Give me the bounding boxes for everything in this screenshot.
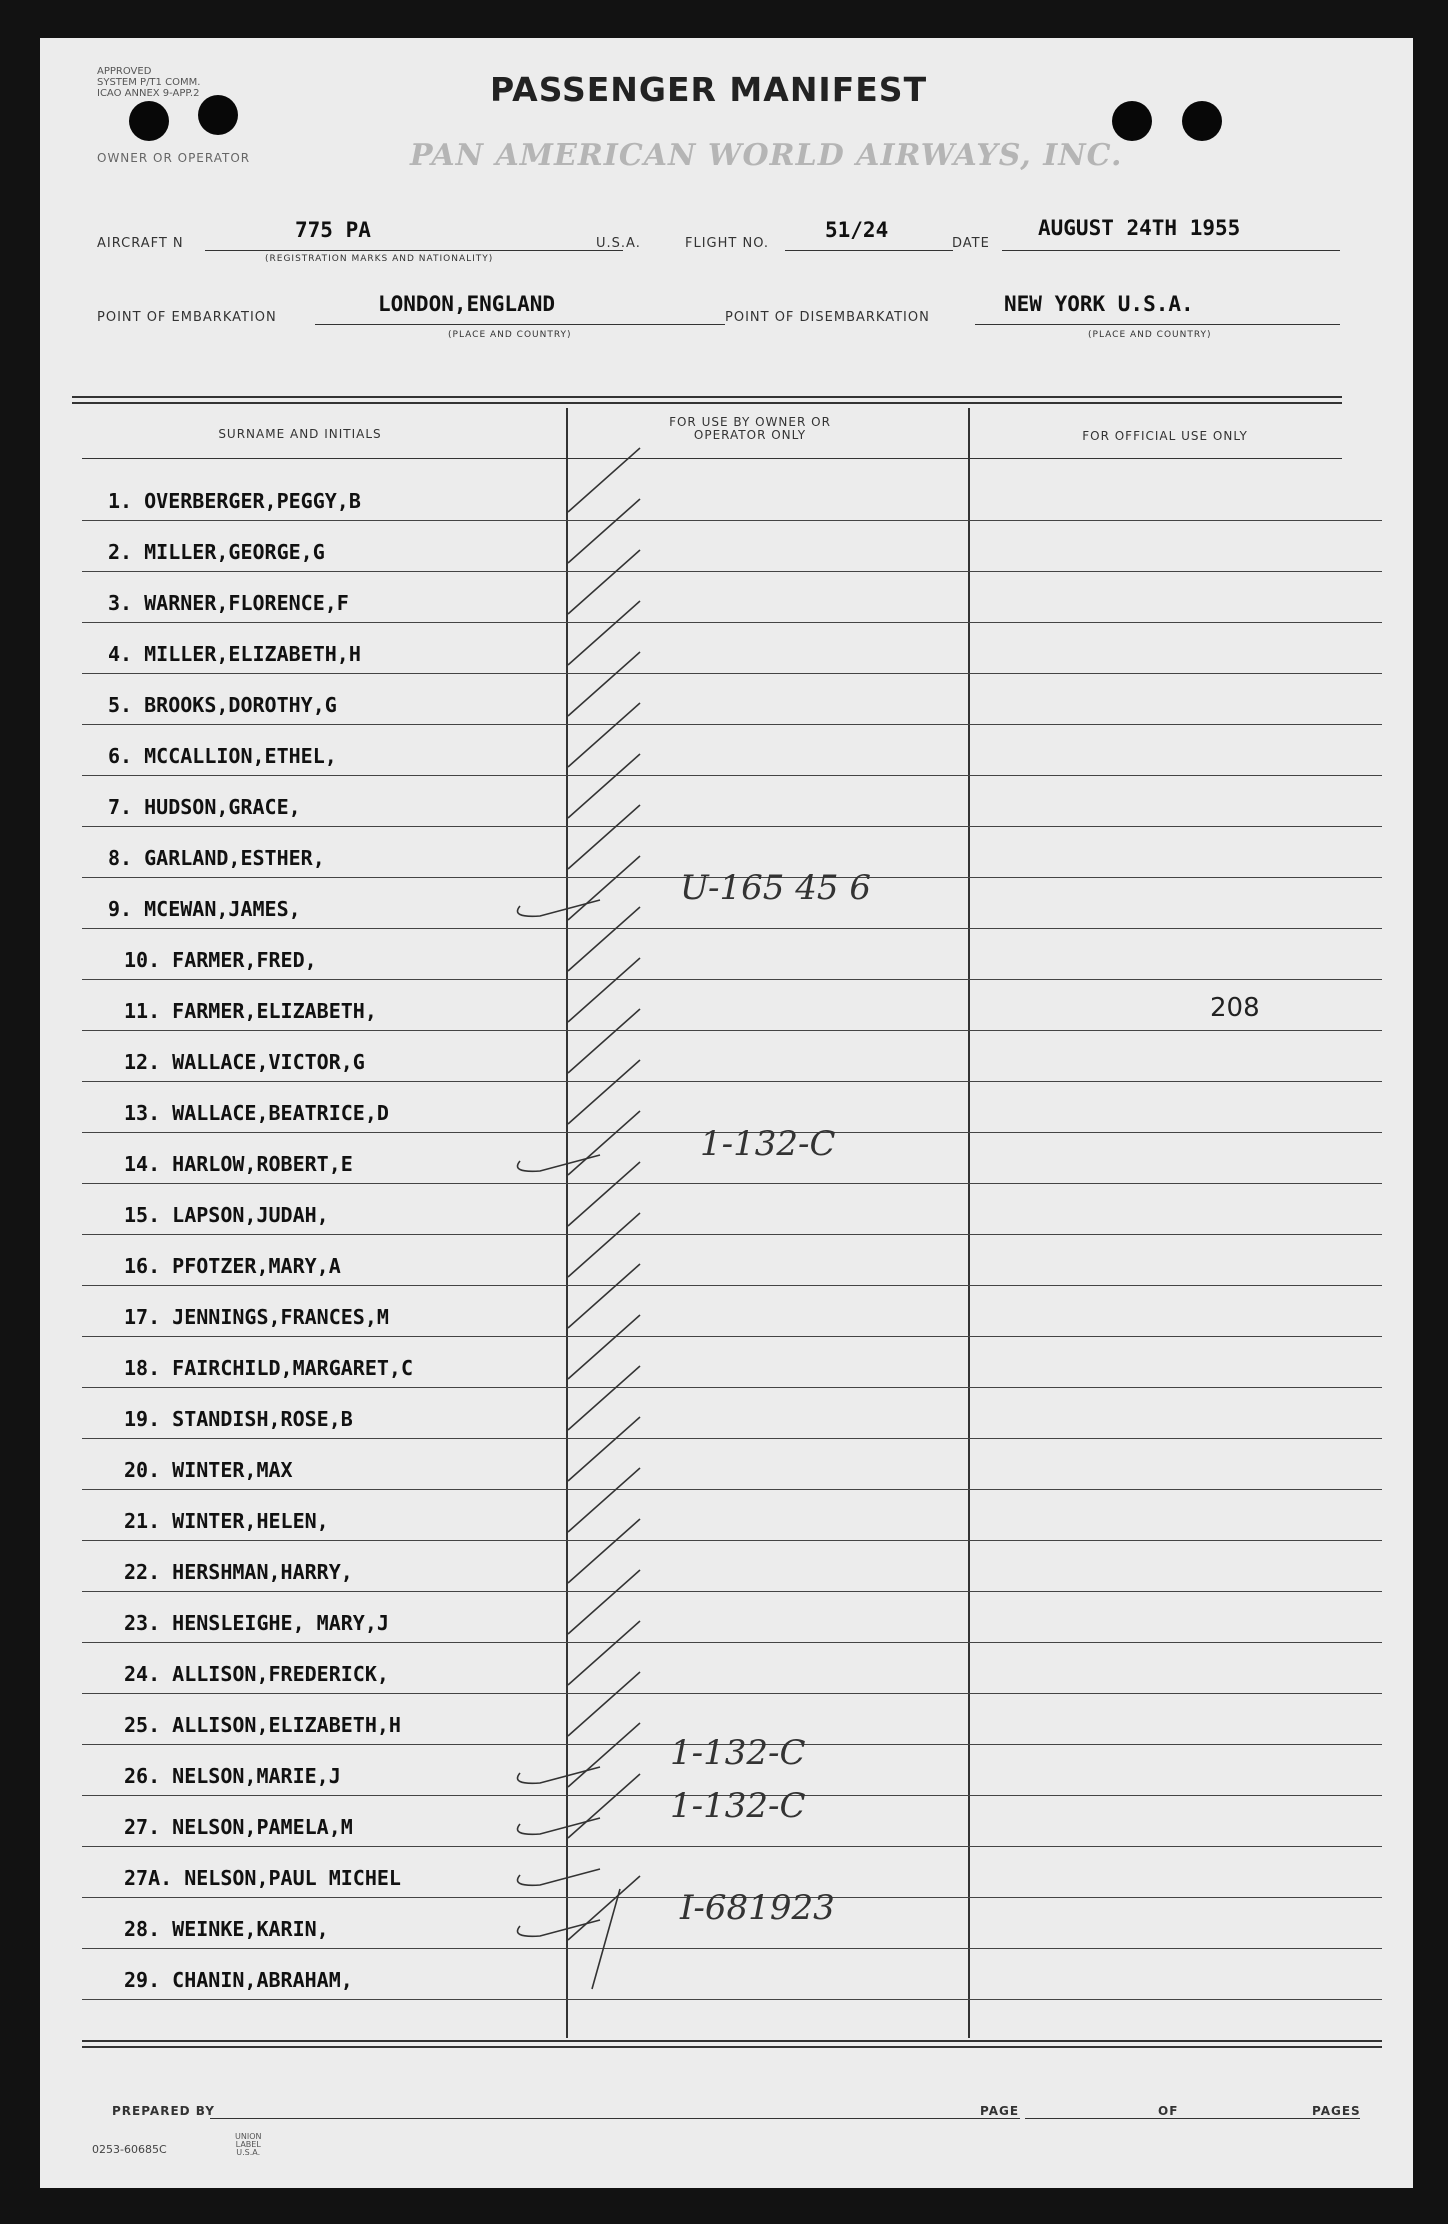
column-header-owner-use: FOR USE BY OWNER OR OPERATOR ONLY [669,415,831,442]
table-bottom-rule-2 [82,2046,1382,2048]
passenger-name: 16. PFOTZER,MARY,A [124,1254,341,1278]
check-stroke [568,856,640,920]
passenger-name: 17. JENNINGS,FRANCES,M [124,1305,389,1329]
check-stroke [568,1876,640,1940]
passenger-name: 28. WEINKE,KARIN, [124,1917,329,1941]
flight-date: AUGUST 24TH 1955 [1038,216,1241,240]
disembarkation-caption: (PLACE AND COUNTRY) [1088,330,1212,340]
passenger-name: 23. HENSLEIGHE, MARY,J [124,1611,389,1635]
of-underline [1180,2118,1360,2119]
owner-label: OWNER OR OPERATOR [97,151,251,165]
check-stroke [568,1366,640,1430]
official-number: 208 [1210,993,1260,1023]
check-stroke [568,1213,640,1277]
passenger-name: 2. MILLER,GEORGE,G [108,540,325,564]
flight-no-label: FLIGHT NO. [685,236,770,251]
table-bottom-rule-1 [82,2040,1382,2042]
embarkation-place: LONDON,ENGLAND [378,292,556,316]
passenger-name: 27. NELSON,PAMELA,M [124,1815,353,1839]
pages-label: PAGES [1312,2104,1361,2118]
passenger-name: 24. ALLISON,FREDERICK, [124,1662,389,1686]
check-stroke [568,1417,640,1481]
passenger-name: 7. HUDSON,GRACE, [108,795,301,819]
passenger-name: 13. WALLACE,BEATRICE,D [124,1101,389,1125]
check-stroke [568,1009,640,1073]
hook-stroke [518,1869,601,1885]
registration-caption: (REGISTRATION MARKS AND NATIONALITY) [265,254,494,264]
check-stroke [568,1060,640,1124]
passenger-name: 18. FAIRCHILD,MARGARET,C [124,1356,413,1380]
passenger-name: 29. CHANIN,ABRAHAM, [124,1968,353,1992]
prepared-by-label: PREPARED BY [112,2104,215,2118]
passenger-name: 8. GARLAND,ESTHER, [108,846,325,870]
page-underline [1025,2118,1195,2119]
passenger-name: 27A. NELSON,PAUL MICHEL [124,1866,401,1890]
check-stroke [568,1264,640,1328]
aircraft-label: AIRCRAFT N [97,236,184,251]
manifest-sheet [40,38,1413,2188]
embarkation-caption: (PLACE AND COUNTRY) [448,330,572,340]
of-label: OF [1158,2104,1179,2118]
aircraft-number: 775 PA [295,218,371,242]
check-stroke [568,1774,640,1838]
embarkation-label: POINT OF EMBARKATION [97,310,277,325]
page-title: PASSENGER MANIFEST [490,70,928,109]
approval-stamp: APPROVED SYSTEM P/T1 COMM. ICAO ANNEX 9-APP.2 [97,66,201,99]
passenger-name: 22. HERSHMAN,HARRY, [124,1560,353,1584]
column-header-official-use: FOR OFFICIAL USE ONLY [1082,429,1248,443]
check-stroke [568,1519,640,1583]
check-stroke [568,1621,640,1685]
form-number: 0253-60685C [92,2143,167,2156]
flight-number: 51/24 [825,218,889,242]
check-stroke [568,1468,640,1532]
handwritten-note-row26: 1-132-C [670,1733,806,1773]
check-stroke [568,550,640,614]
check-stroke [568,907,640,971]
passenger-name: 1. OVERBERGER,PEGGY,B [108,489,361,513]
check-stroke [568,805,640,869]
check-stroke [568,1111,640,1175]
disembarkation-place: NEW YORK U.S.A. [1004,292,1194,316]
passenger-name: 6. MCCALLION,ETHEL, [108,744,337,768]
passenger-name: 4. MILLER,ELIZABETH,H [108,642,361,666]
passenger-name: 10. FARMER,FRED, [124,948,317,972]
disembarkation-label: POINT OF DISEMBARKATION [725,310,930,325]
check-stroke [568,652,640,716]
passenger-name: 5. BROOKS,DOROTHY,G [108,693,337,717]
passenger-name: 25. ALLISON,ELIZABETH,H [124,1713,401,1737]
check-stroke [592,1889,620,1989]
check-stroke [568,499,640,563]
passenger-name: 11. FARMER,ELIZABETH, [124,999,377,1023]
passenger-name: 14. HARLOW,ROBERT,E [124,1152,353,1176]
page-label: PAGE [980,2104,1020,2118]
check-stroke [568,754,640,818]
passenger-name: 9. MCEWAN,JAMES, [108,897,301,921]
passenger-name: 21. WINTER,HELEN, [124,1509,329,1533]
check-stroke [568,703,640,767]
check-stroke [568,1570,640,1634]
check-stroke [568,601,640,665]
passenger-name: 3. WARNER,FLORENCE,F [108,591,349,615]
handwritten-note-row9: U-165 45 6 [680,868,871,908]
check-marks [40,38,1413,2188]
date-label: DATE [952,236,990,251]
airline-name: PAN AMERICAN WORLD AIRWAYS, INC. [410,138,1123,173]
check-stroke [568,448,640,512]
check-stroke [568,1315,640,1379]
passenger-name: 19. STANDISH,ROSE,B [124,1407,353,1431]
handwritten-note-row28: I-681923 [680,1888,835,1928]
usa-label: U.S.A. [596,236,641,251]
check-stroke [568,1672,640,1736]
passenger-name: 26. NELSON,MARIE,J [124,1764,341,1788]
passenger-name: 12. WALLACE,VICTOR,G [124,1050,365,1074]
column-header-names: SURNAME AND INITIALS [218,427,382,441]
check-stroke [568,1723,640,1787]
check-stroke [568,958,640,1022]
handwritten-note-row27: 1-132-C [670,1786,806,1826]
check-stroke [568,1162,640,1226]
union-label: UNION LABEL U.S.A. [235,2132,262,2157]
passenger-name: 15. LAPSON,JUDAH, [124,1203,329,1227]
prepared-by-underline [210,2118,1020,2119]
passenger-name: 20. WINTER,MAX [124,1458,293,1482]
handwritten-note-row14: 1-132-C [700,1124,836,1164]
